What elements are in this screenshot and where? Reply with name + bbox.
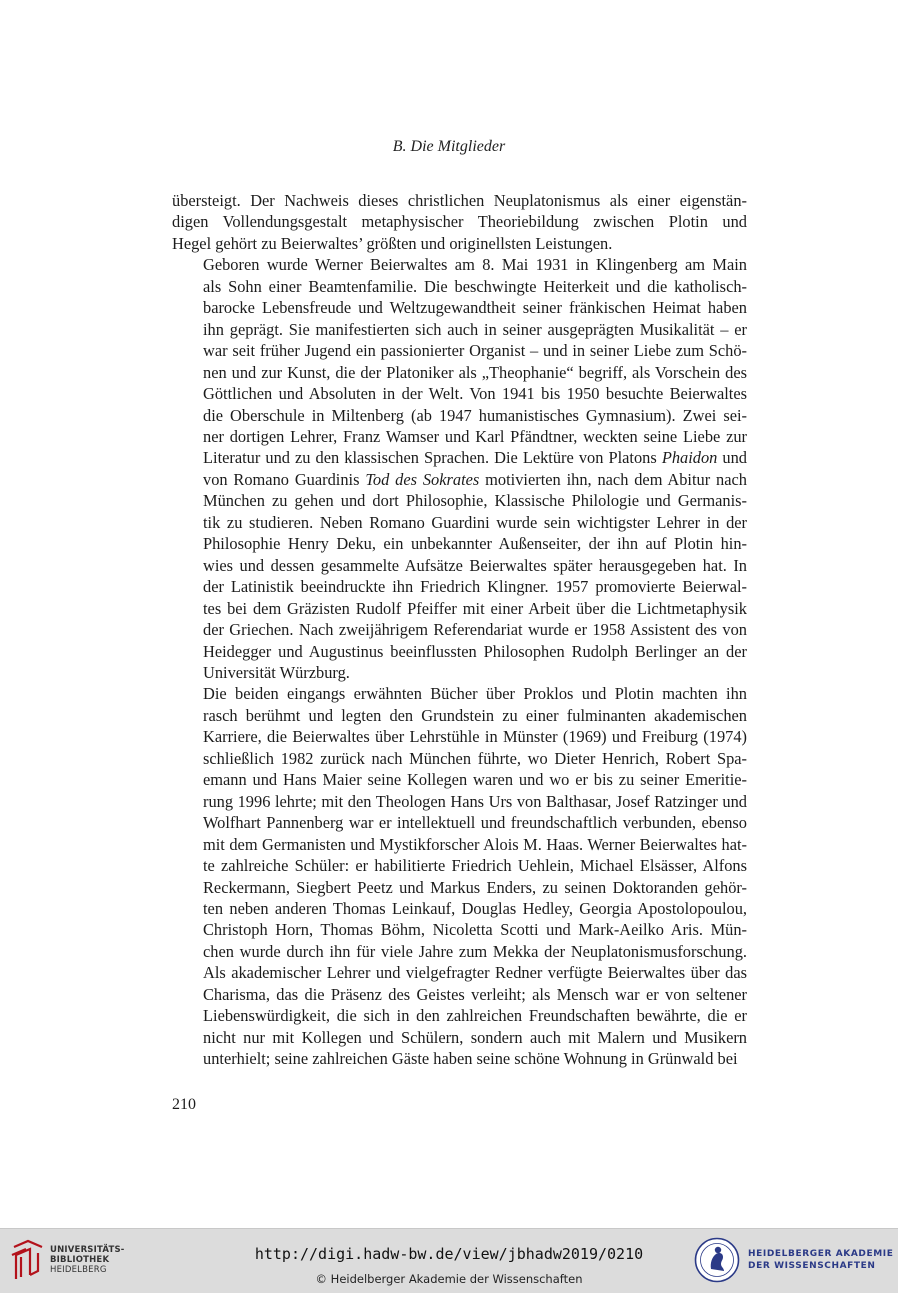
text-line: Karriere, die Beierwaltes über Lehrstühle in Münster (1969) und Freiburg (1974) — [203, 727, 747, 747]
text-line: digen Vollendungsgestalt metaphysischer Theoriebildung zwischen Plotin und — [172, 212, 747, 232]
text-line: Charisma, das die Präsenz des Geistes verleiht; als Mensch war er von seltener — [203, 984, 747, 1004]
text-line: der Latinistik beeindruckte ihn Friedrich Klingner. 1957 promovierte Beierwal- — [203, 577, 747, 597]
text-line: München zu gehen und dort Philosophie, Klassische Philologie und Germanis- — [203, 491, 747, 511]
text-line: als Sohn einer Beamtenfamilie. Die beschwingte Heiterkeit und die katholisch- — [203, 276, 747, 296]
text-line: Universität Würzburg. — [203, 662, 350, 682]
text-line: nen und zur Kunst, die der Platoniker als „Theophanie“ begriff, als Vorschein des — [203, 362, 747, 382]
text-line: unterhielt; seine zahlreichen Gäste haben seine schöne Wohnung in Grünwald bei — [203, 1049, 738, 1069]
paragraph — [172, 254, 747, 683]
text-line: schließlich 1982 zurück nach München führte, wo Dieter Henrich, Robert Spa- — [203, 748, 747, 768]
page-number: 210 — [172, 1096, 196, 1113]
text-line: Liebenswürdigkeit, die sich in den zahlreichen Freundschaften bewährte, die er — [203, 1006, 747, 1026]
text-line: wies und dessen gesammelte Aufsätze Beierwaltes später herausgegeben hat. In — [203, 555, 747, 575]
text-line: tes bei dem Gräzisten Rudolf Pfeiffer mit einer Arbeit über die Lichtmetaphysik — [203, 598, 747, 618]
text-line: Literatur und zu den klassischen Sprachen. Die Lektüre von Platons Phaidon und — [203, 448, 747, 468]
paragraph — [172, 683, 747, 1069]
text-line: ihn geprägt. Sie manifestierten sich auch in seiner ausgeprägten Musikalität – er — [203, 319, 747, 339]
text-line: Heidegger und Augustinus beeinflussten Philosophen Rudolph Berlinger an der — [203, 641, 747, 661]
text-line: die Oberschule in Miltenberg (ab 1947 humanistisches Gymnasium). Zwei sei- — [203, 405, 747, 425]
text-line: von Romano Guardinis Tod des Sokrates motivierten ihn, nach dem Abitur nach — [203, 469, 747, 489]
text-line: Göttlichen und Absoluten in der Welt. Von 1941 bis 1950 besuchte Beierwaltes — [203, 384, 747, 404]
text-line: Die beiden eingangs erwähnten Bücher über Proklos und Plotin machten ihn — [203, 684, 747, 704]
text-line: chen wurde durch ihn für viele Jahre zum Mekka der Neuplatonismusforschung. — [203, 941, 747, 961]
text-line: Philosophie Henry Deku, ein unbekannter Außenseiter, der ihn auf Plotin hin- — [203, 534, 747, 554]
text-line: Geboren wurde Werner Beierwaltes am 8. Mai 1931 in Klingenberg am Main — [203, 255, 747, 275]
text-line: war seit früher Jugend ein passionierter Organist – und in seiner Liebe zum Schö- — [203, 341, 747, 361]
text-line: emann und Hans Maier seine Kollegen waren und wo er bis zu seiner Emeritie- — [203, 770, 747, 790]
library-name: UNIVERSITÄTS- BIBLIOTHEK HEIDELBERG — [50, 1245, 125, 1275]
text-line: übersteigt. Der Nachweis dieses christlichen Neuplatonismus als einer eigenstän- — [172, 191, 747, 210]
running-head: B. Die Mitglieder — [392, 138, 506, 155]
body-text — [172, 190, 747, 1070]
permalink-url[interactable]: http://digi.hadw-bw.de/view/jbhadw2019/0210 — [254, 1245, 644, 1263]
copyright-notice: © Heidelberger Akademie der Wissenschaften — [315, 1272, 583, 1286]
academy-name: HEIDELBERGER AKADEMIE DER WISSENSCHAFTEN — [748, 1249, 894, 1271]
text-line: ner dortigen Lehrer, Franz Wamser und Karl Pfändtner, weckten seine Liebe zur — [203, 426, 747, 446]
text-line: nicht nur mit Kollegen und Schülern, sondern auch mit Malern und Musikern — [203, 1027, 747, 1047]
text-line: te zahlreiche Schüler: er habilitierte Friedrich Uehlein, Michael Elsässer, Alfons — [203, 856, 747, 876]
text-line: mit dem Germanisten und Mystikforscher Alois M. Haas. Werner Beierwaltes hat- — [203, 834, 747, 854]
text-line: der Griechen. Nach zweijährigem Referendariat wurde er 1958 Assistent des von — [203, 620, 747, 640]
text-line: barocke Lebensfreude und Weltzugewandtheit seiner fränkischen Heimat haben — [203, 298, 747, 318]
text-line: Als akademischer Lehrer und vielgefragter Redner verfügte Beierwaltes über das — [203, 963, 747, 983]
text-line: Wolfhart Pannenberg war er intellektuell und freundschaftlich verbunden, ebenso — [203, 813, 747, 833]
text-line: Reckermann, Siegbert Peetz und Markus Enders, zu seinen Doktoranden gehör- — [203, 877, 747, 897]
footer-bar — [0, 1228, 898, 1293]
text-line: rung 1996 lehrte; mit den Theologen Hans Urs von Balthasar, Josef Ratzinger und — [203, 791, 747, 811]
text-line: rasch berühmt und legten den Grundstein zu einer fulminanten akademischen — [203, 705, 747, 725]
paragraph — [172, 190, 747, 254]
text-line: ten neben anderen Thomas Leinkauf, Douglas Hedley, Georgia Apostolopoulou, — [203, 898, 747, 918]
text-line: Hegel gehört zu Beierwaltes’ größten und originellsten Leistungen. — [172, 233, 613, 253]
text-line: tik zu studieren. Neben Romano Guardini wurde sein wichtigster Lehrer in der — [203, 512, 747, 532]
text-line: Christoph Horn, Thomas Böhm, Nicoletta Scotti und Mark-Aeilko Aris. Mün- — [203, 920, 747, 940]
academy-seal-icon[interactable] — [694, 1237, 740, 1283]
